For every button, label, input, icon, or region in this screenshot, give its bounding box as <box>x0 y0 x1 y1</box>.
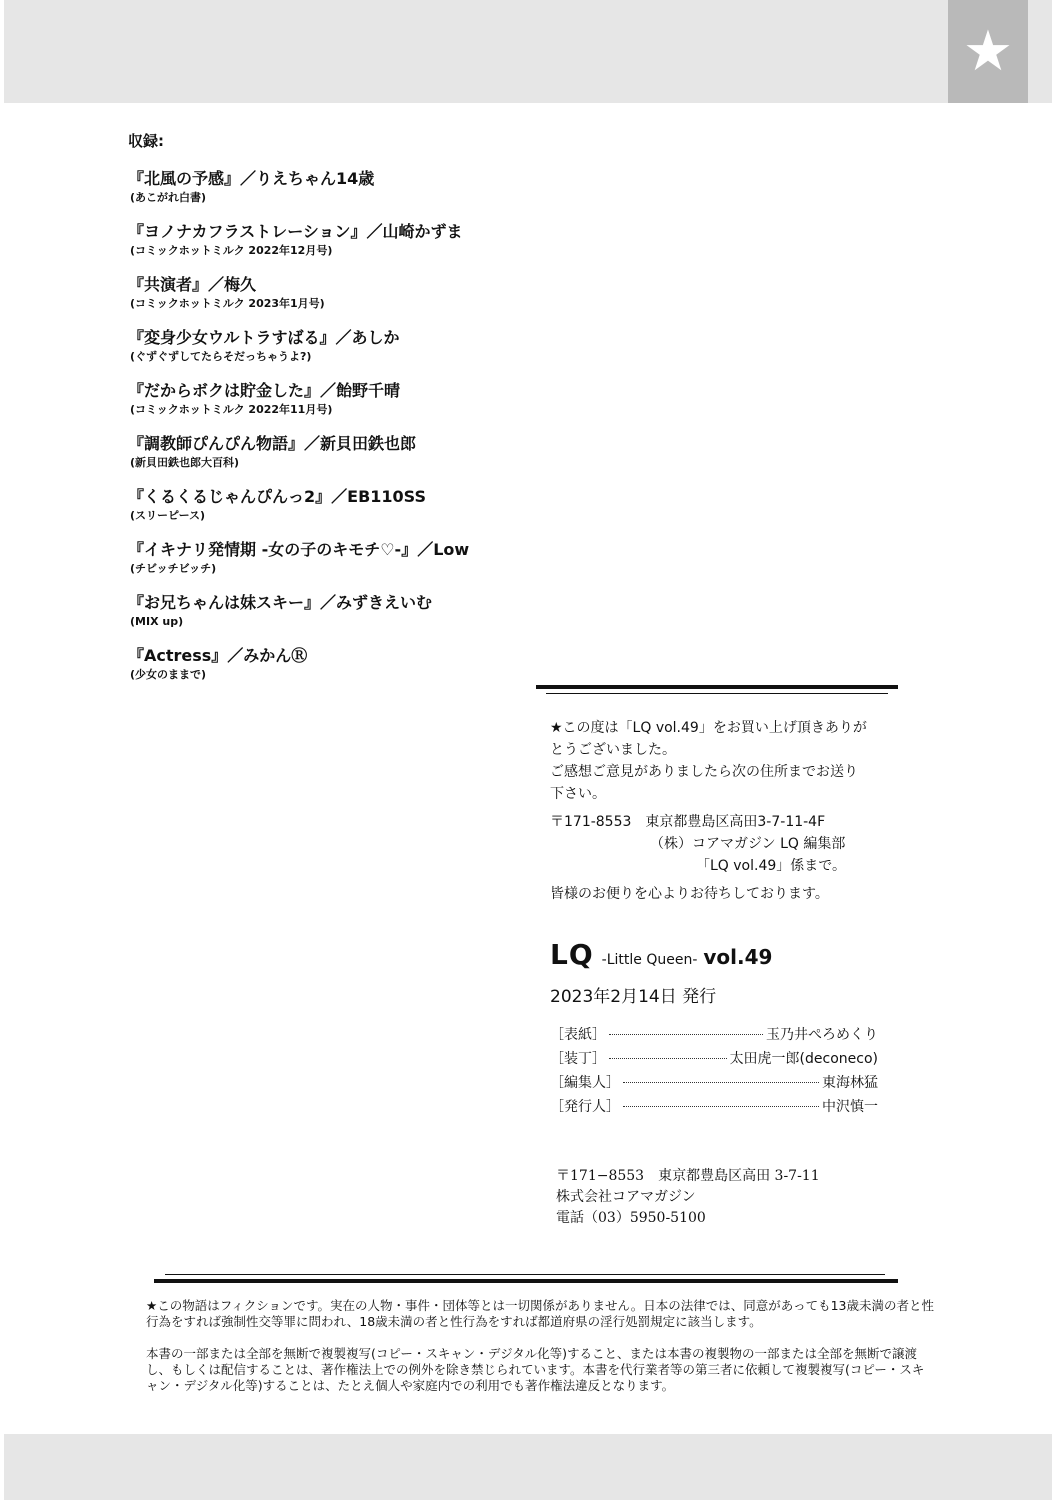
list-item <box>128 380 548 433</box>
contents-heading: 収録: <box>128 132 164 150</box>
message-line: とうございました。 <box>550 742 676 758</box>
list-item <box>128 539 548 592</box>
magazine-logo: LQ <box>550 938 594 971</box>
publication-date: 2023年2月14日 発行 <box>550 987 717 1007</box>
work-source: (コミックホットミルク 2022年12月号) <box>130 244 333 257</box>
mail-attention: 「LQ vol.49」係まで。 <box>696 858 846 874</box>
section-divider-thin <box>546 693 888 694</box>
publisher-phone: 電話（03）5950-5100 <box>556 1210 706 1226</box>
work-title: 『調教師ぴんぴん物語』／新貝田鉄也郎 <box>128 434 417 453</box>
credit-row <box>550 1072 878 1096</box>
list-item <box>128 486 548 539</box>
copyright-notice: 本書の一部または全部を無断で複製複写(コピー・スキャン・デジタル化等)すること、または本書の複製物の一部または全部を無断で譲渡し、もしくは配信することは、著作権法上での例外を除き禁じられています。本書を代行業者等の第三者に依頼して複製複写(コピー・スキャン・デジタル化等)することは、たとえ個人や家庭内での利用でも著作権法違反となります。 <box>146 1346 925 1393</box>
message-closing: 皆様のお便りを心よりお待ちしております。 <box>550 886 829 902</box>
work-title: 『イキナリ発情期 -女の子のキモチ♡-』／Low <box>128 540 470 559</box>
credit-role: ［発行人］ <box>550 1099 620 1115</box>
work-title: 『共演者』／梅久 <box>128 275 257 294</box>
work-source: (ぐずぐずしてたらそだっちゃうよ?) <box>130 350 312 363</box>
work-title: 『くるくるじゃんぴんっ2』／EB110SS <box>128 487 426 506</box>
star-icon: ★ <box>948 0 1028 103</box>
magazine-subtitle: -Little Queen- <box>601 952 698 968</box>
work-title: 『だからボクは貯金した』／飴野千晴 <box>128 381 401 400</box>
contents-list <box>128 168 548 698</box>
reader-message <box>550 717 890 905</box>
work-source: (少女のままで) <box>130 668 207 681</box>
list-item <box>128 327 548 380</box>
credit-role: ［装丁］ <box>550 1051 606 1067</box>
notice-divider-thin <box>165 1274 885 1275</box>
fiction-disclaimer: ★この物語はフィクションです。実在の人物・事件・団体等とは一切関係がありません。日本の法律では、同意があっても13歳未満の者と性行為をすれば強制性交等罪に問われ、18歳未満の者と性行為をすれば都道府県の淫行処罰規定に該当します。 <box>146 1298 934 1329</box>
message-line: ご感想ご意見がありましたら次の住所までお送り <box>550 764 858 780</box>
publisher-address: 〒171−8553 東京都豊島区高田 3-7-11 <box>556 1168 820 1184</box>
leader-dots <box>609 1034 763 1035</box>
work-title: 『ヨノナカフラストレーション』／山崎かずま <box>128 222 463 241</box>
section-divider <box>536 685 898 689</box>
list-item <box>128 645 548 698</box>
credit-row <box>550 1024 878 1048</box>
list-item <box>128 221 548 274</box>
credit-role: ［編集人］ <box>550 1075 620 1091</box>
bottom-band <box>4 1434 1052 1500</box>
work-source: (新貝田鉄也郎大百科) <box>130 456 240 469</box>
list-item <box>128 168 548 221</box>
list-item <box>128 433 548 486</box>
publisher-company: 株式会社コアマガジン <box>556 1189 696 1205</box>
leader-dots <box>623 1082 819 1083</box>
work-source: (チビッチビッチ) <box>130 562 217 575</box>
work-title: 『Actress』／みかんⓇ <box>128 646 308 665</box>
credit-row <box>550 1048 878 1072</box>
list-item <box>128 592 548 645</box>
publisher-info <box>556 1166 820 1229</box>
work-source: (スリーピース) <box>130 509 206 522</box>
message-line: ★この度は「LQ vol.49」をお買い上げ頂きありが <box>550 720 867 736</box>
credit-role: ［表紙］ <box>550 1027 606 1043</box>
work-title: 『北風の予感』／りえちゃん14歳 <box>128 169 375 188</box>
work-source: (コミックホットミルク 2022年11月号) <box>130 403 333 416</box>
work-source: (コミックホットミルク 2023年1月号) <box>130 297 325 310</box>
magazine-volume: vol.49 <box>703 945 773 969</box>
legal-notice <box>146 1298 936 1394</box>
mail-department: （株）コアマガジン LQ 編集部 <box>650 836 846 852</box>
leader-dots <box>609 1058 727 1059</box>
credit-row <box>550 1096 878 1120</box>
notice-divider <box>154 1279 898 1283</box>
credit-name: 玉乃井ぺろめくり <box>766 1027 878 1043</box>
magazine-title <box>550 938 772 971</box>
credit-name: 中沢慎一 <box>822 1099 878 1115</box>
work-title: 『変身少女ウルトラすばる』／あしか <box>128 328 400 347</box>
leader-dots <box>623 1106 819 1107</box>
list-item <box>128 274 548 327</box>
credit-name: 東海林猛 <box>822 1075 878 1091</box>
work-source: (MIX up) <box>130 615 184 628</box>
top-band <box>4 0 1052 103</box>
work-source: (あこがれ白書) <box>130 191 207 204</box>
credits-list <box>550 1024 878 1120</box>
work-title: 『お兄ちゃんは妹スキー』／みずきえいむ <box>128 593 433 612</box>
credit-name: 太田虎一郎(deconeco) <box>729 1051 878 1067</box>
message-line: 下さい。 <box>550 786 606 802</box>
mail-address: 〒171-8553 東京都豊島区高田3-7-11-4F <box>550 814 826 830</box>
